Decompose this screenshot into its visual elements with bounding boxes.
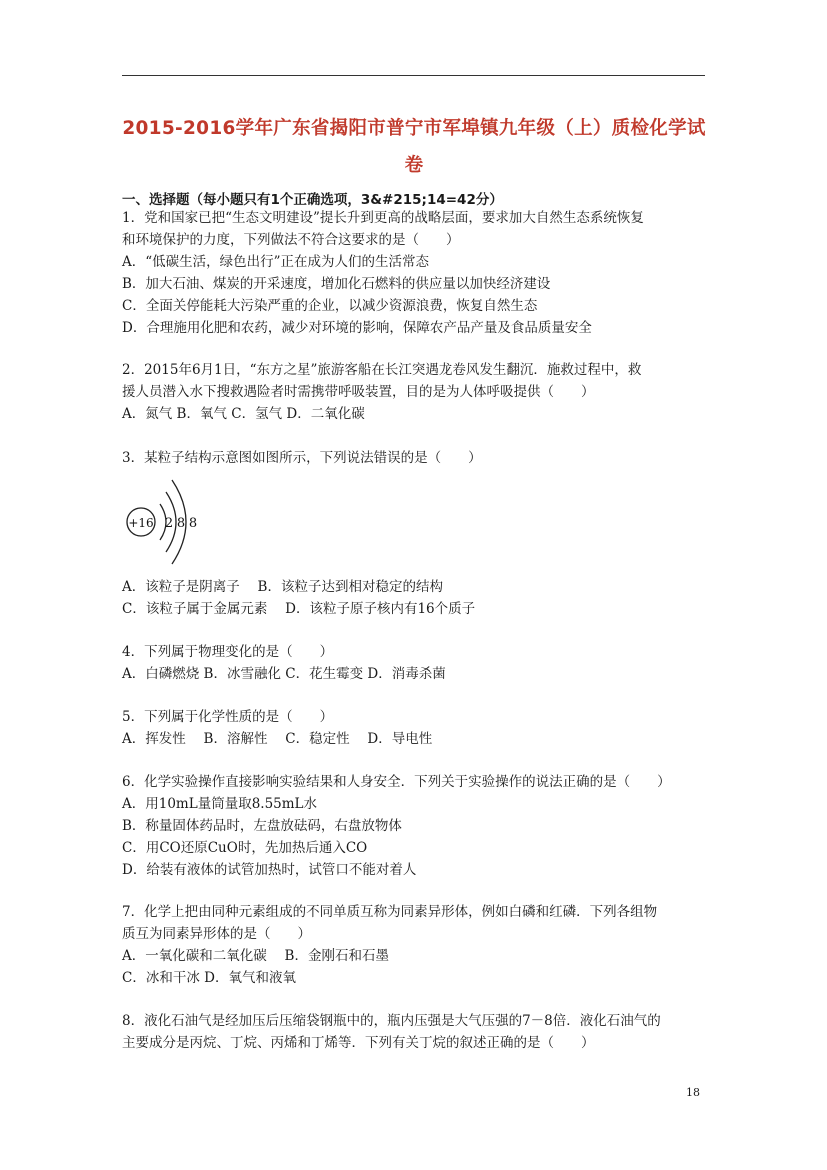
q1-option-b: B．加大石油、煤炭的开采速度，增加化石燃料的供应量以加快经济建设 [122,276,551,292]
q2-line-1: 2．2015年6月1日，“东方之星”旅游客船在长江突遇龙卷风发生翻沉．施救过程中，救 [122,362,642,378]
atom-structure-diagram [122,470,222,570]
q6-line-1: 6．化学实验操作直接影响实验结果和人身安全．下列关于实验操作的说法正确的是（ ） [122,774,671,790]
q7-line-1: 7．化学上把由同种元素组成的不同单质互称为同素异形体，例如白磷和红磷．下列各组物 [122,904,658,920]
question-6 [122,771,707,881]
q7-line-2: 质互为同素异形体的是（ ） [122,926,311,942]
q1-option-a: A．“低碳生活，绿色出行”正在成为人们的生活常态 [122,254,430,270]
q7-options-cd: C．冰和干冰 D．氧气和液氧 [122,970,296,986]
q2-line-2: 援人员潜入水下搜救遇险者时需携带呼吸装置，目的是为人体呼吸提供（ ） [122,384,595,400]
q1-option-c: C．全面关停能耗大污染严重的企业，以减少资源浪费，恢复自然生态 [122,298,538,314]
q1-option-d: D．合理施用化肥和农药，减少对环境的影响，保障农产品产量及食品质量安全 [122,320,592,336]
q4-options: A．白磷燃烧 B．冰雪融化 C．花生霉变 D．消毒杀菌 [122,666,446,682]
q3-options-cd: C．该粒子属于金属元素 D．该粒子原子核内有16个质子 [122,601,476,617]
question-4 [122,641,707,685]
question-8 [122,1010,707,1054]
question-2 [122,359,707,425]
question-3-options [122,576,707,620]
page-title-line1: 2015-2016学年广东省揭阳市普宁市军埠镇九年级（上）质检化学试 [122,118,706,139]
q5-line-1: 5．下列属于化学性质的是（ ） [122,709,334,725]
q6-option-a: A．用10mL量筒量取8.55mL水 [122,796,318,812]
question-7 [122,901,707,989]
shell-electrons-1: 2 [164,516,174,531]
section-heading: 一、选择题（每小题只有1个正确选项，3&#215;14=42分） [122,192,503,208]
shell-electrons-2: 8 [176,516,186,531]
question-3 [122,447,707,469]
question-5 [122,706,707,750]
q4-line-1: 4．下列属于物理变化的是（ ） [122,644,334,660]
question-1 [122,207,707,339]
q3-line-1: 3．某粒子结构示意图如图所示，下列说法错误的是（ ） [122,450,482,466]
page-title-line2: 卷 [404,155,424,176]
q6-option-b: B．称量固体药品时，左盘放砝码，右盘放物体 [122,818,402,834]
q1-line-2: 和环境保护的力度，下列做法不符合这要求的是（ ） [122,232,460,248]
page-number: 18 [686,1086,700,1099]
q1-line-1: 1．党和国家已把“生态文明建设”提长升到更高的战略层面，要求加大自然生态系统恢复 [122,210,644,226]
q3-options-ab: A．该粒子是阴离子 B．该粒子达到相对稳定的结构 [122,579,443,595]
q7-options-ab: A．一氧化碳和二氧化碳 B．金刚石和石墨 [122,948,389,964]
q6-option-d: D．给装有液体的试管加热时，试管口不能对着人 [122,862,417,878]
q8-line-1: 8．液化石油气是经加压后压缩袋钢瓶中的，瓶内压强是大气压强的7－8倍．液化石油气的 [122,1013,661,1029]
shell-electrons-3: 8 [188,516,198,531]
q8-line-2: 主要成分是丙烷、丁烷、丙烯和丁烯等．下列有关丁烷的叙述正确的是（ ） [122,1035,595,1051]
q6-option-c: C．用CO还原CuO时，先加热后通入CO [122,840,368,856]
q5-options: A．挥发性 B．溶解性 C．稳定性 D．导电性 [122,731,433,747]
header-rule [122,75,705,76]
q2-options: A．氮气 B．氧气 C．氢气 D．二氧化碳 [122,406,365,422]
nucleus-charge: +16 [128,516,154,530]
